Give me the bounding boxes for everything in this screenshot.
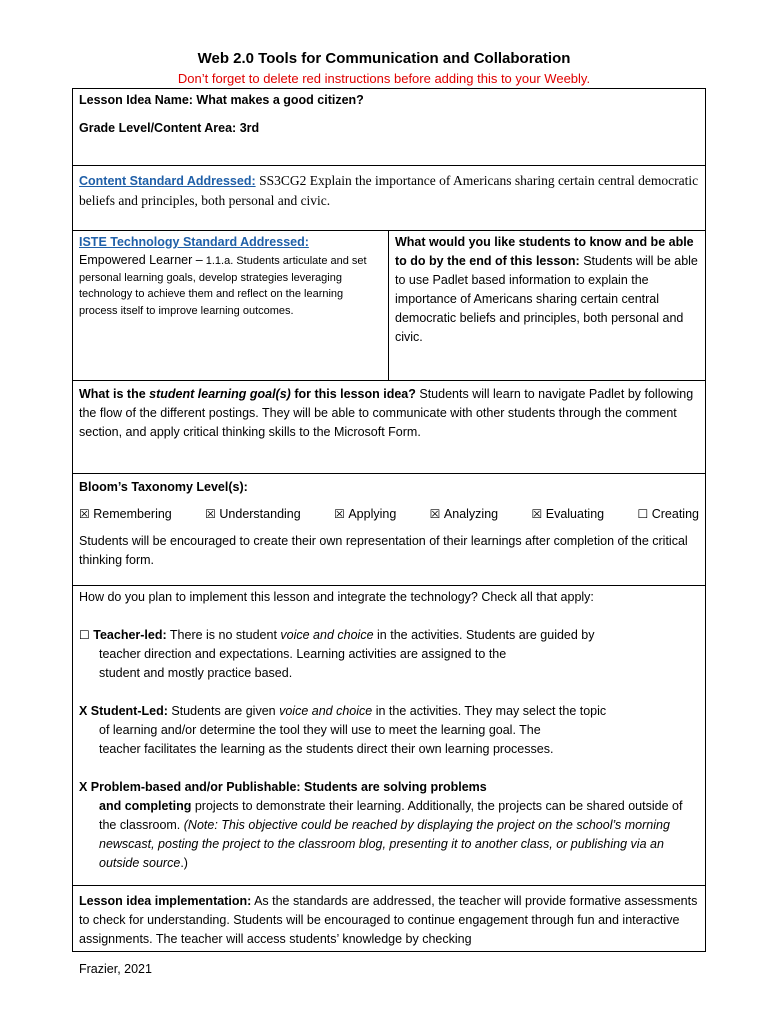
red-instruction: Don’t forget to delete red instructions before adding this to your Weebly.: [177, 71, 591, 86]
teacher-led-line-3: student and mostly practice based.: [99, 666, 293, 680]
teacher-led-text-1: There is no student: [169, 628, 277, 642]
teacher-led-emphasis: voice and choice: [280, 628, 374, 642]
student-led-text-2: in the activities. They may select the topic: [375, 704, 607, 718]
problem-based-text-2: outside of the classroom.: [99, 799, 683, 832]
student-led-line-3: teacher facilitates the learning as the students direct their own learning processes.: [99, 742, 554, 756]
bloom-level-understanding[interactable]: ☒ Understanding: [205, 507, 301, 521]
lesson-implementation-text: As the standards are addressed, the teacher will provide formative assessments to check for understanding. Students will be encouraged to continue engagement through fun and interactive assignments. The teacher will access students’ knowledge by checking: [79, 894, 698, 946]
blooms-row: [73, 474, 706, 586]
content-standard-row: [73, 166, 706, 231]
teacher-led-line-2: teacher direction and expectations. Learning activities are assigned to the: [99, 647, 507, 661]
footer-credit: Frazier, 2021: [79, 962, 152, 976]
learning-goal-label-pre: What is the: [79, 387, 146, 401]
implementation-plan-row: [73, 586, 706, 886]
document-title: Web 2.0 Tools for Communication and Collaboration: [197, 50, 571, 67]
teacher-led-text-2: in the activities. Students are guided by: [377, 628, 595, 642]
grade-level: Grade Level/Content Area: 3rd: [79, 121, 260, 135]
problem-based-note: (Note: This objective could be reached by displaying the project on the school’s morning newscast, posting the project to the classroom blog, presenting it to another class, or publishing via an outside source: [99, 818, 670, 870]
bloom-level-evaluating[interactable]: ☒ Evaluating: [531, 507, 605, 521]
bloom-level-creating[interactable]: ☐ Creating: [637, 507, 699, 521]
student-led-label: X Student-Led:: [79, 704, 168, 718]
learning-goal-row: [73, 381, 706, 474]
learning-goal-text: Students will learn to navigate Padlet by following the flow of the different postings. They will be able to communicate with other students through the comment section, and apply critical thinking skills to the Microsoft Form.: [79, 387, 694, 439]
learning-goal-label-em: student learning goal(s): [149, 387, 291, 401]
problem-based-label-2: and completing: [99, 799, 192, 813]
content-standard-label: Content Standard Addressed:: [79, 174, 256, 188]
teacher-led-option: [79, 626, 699, 683]
teacher-led-label: Teacher-led:: [93, 628, 167, 642]
iste-text: 1.1.a. Students articulate and set personal learning goals, develop strategies leveraging technology to achieve them and reflect on the learning process itself to improve learning outcomes.: [79, 255, 367, 317]
blooms-note: Students will be encouraged to create their own representation of their learnings after completion of the critical thinking form.: [79, 534, 688, 567]
know-do-text: Students will be able to use Padlet based information to explain the importance of Americans sharing certain central democratic beliefs and principles, both personal and civic.: [395, 254, 698, 344]
iste-label: ISTE Technology Standard Addressed:: [79, 235, 309, 249]
lesson-implementation-row: [73, 886, 706, 952]
lesson-plan-table: [72, 88, 706, 952]
blooms-label: Bloom’s Taxonomy Level(s):: [79, 480, 248, 494]
know-do-label: What would you like students to know and be able to do by the end of this lesson:: [395, 235, 694, 268]
student-led-line-2: of learning and/or determine the tool they will use to meet the learning goal. The: [99, 723, 541, 737]
problem-based-end: .): [180, 856, 188, 870]
content-standard-text: SS3CG2 Explain the importance of Americans sharing certain central democratic beliefs and principles, both personal and civic.: [79, 173, 699, 208]
student-led-text-1: Students are given: [171, 704, 276, 718]
iste-name: Empowered Learner –: [79, 253, 203, 267]
teacher-led-checkbox[interactable]: ☐: [79, 628, 90, 642]
bloom-level-analyzing[interactable]: ☒ Analyzing: [429, 507, 499, 521]
student-led-option: [79, 702, 699, 759]
implementation-question: How do you plan to implement this lesson and integrate the technology? Check all that apply:: [79, 590, 594, 604]
learning-goal-label-post: for this lesson idea?: [294, 387, 416, 401]
problem-based-option: [79, 778, 699, 873]
bloom-level-applying[interactable]: ☒ Applying: [334, 507, 397, 521]
lesson-name-row: [73, 89, 706, 166]
student-led-emphasis: voice and choice: [279, 704, 373, 718]
problem-based-label: X Problem-based and/or Publishable: Students are solving problems: [79, 780, 487, 794]
lesson-name: Lesson Idea Name: What makes a good citizen?: [79, 93, 364, 107]
blooms-levels: [79, 505, 699, 524]
bloom-level-remembering[interactable]: ☒ Remembering: [79, 507, 172, 521]
problem-based-text-1: projects to demonstrate their learning. Additionally, the projects can be shared: [194, 799, 625, 813]
lesson-implementation-label: Lesson idea implementation:: [79, 894, 252, 908]
standards-row: [73, 231, 706, 381]
